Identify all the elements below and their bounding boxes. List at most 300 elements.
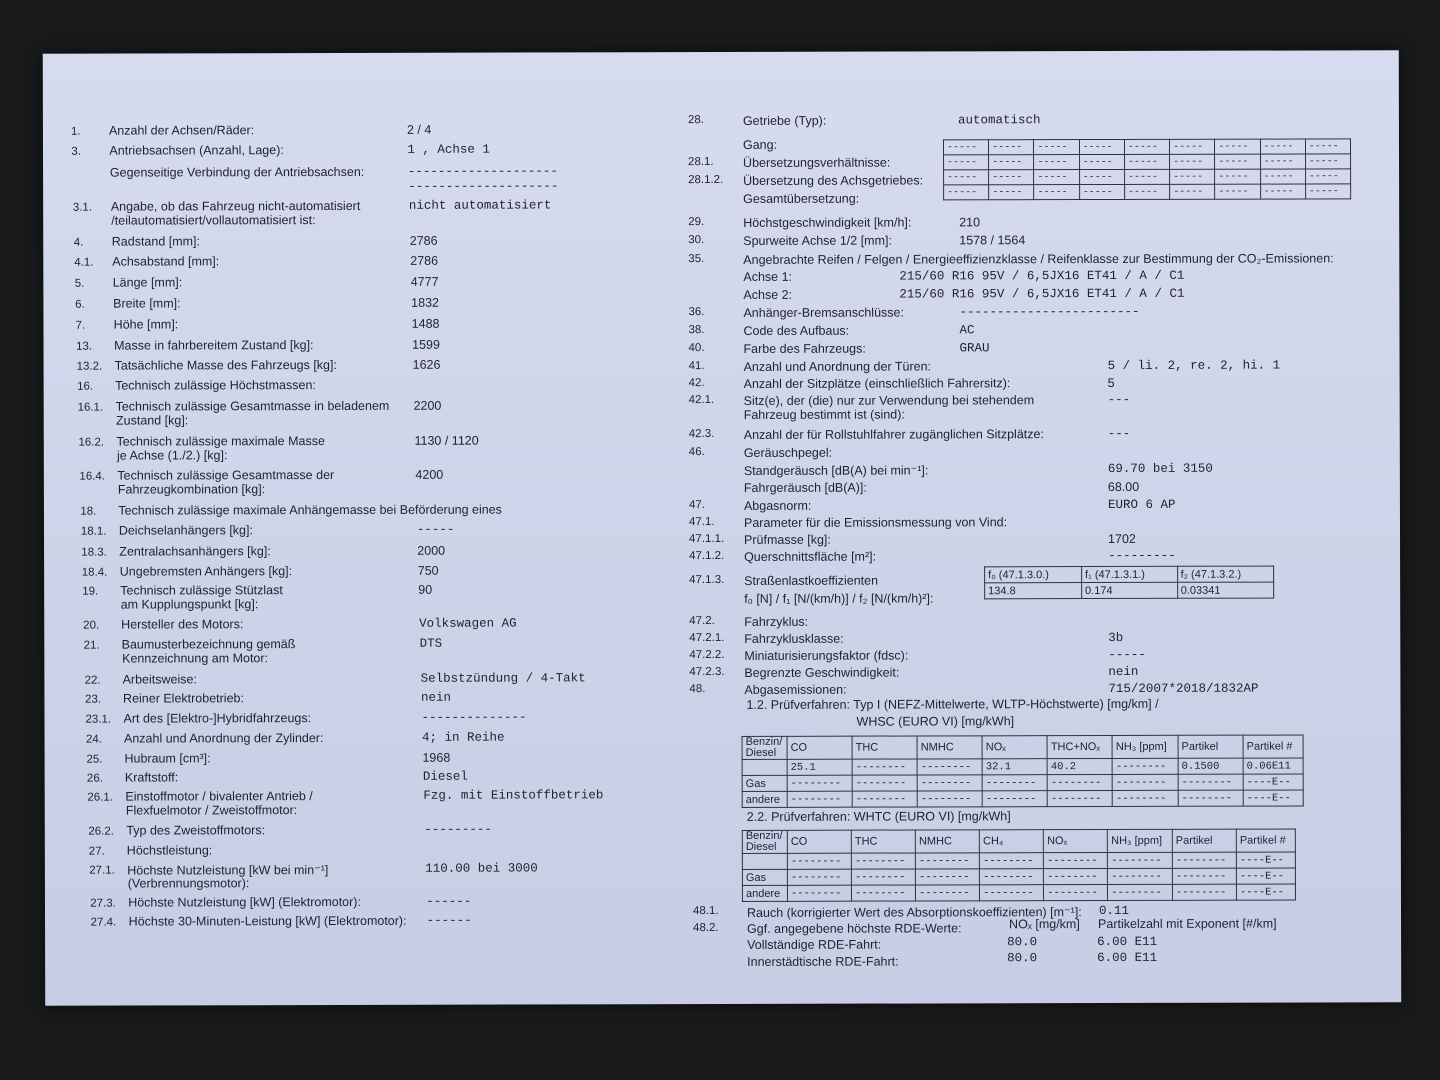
field-value: Fzg. mit Einstoffbetrieb xyxy=(423,788,604,803)
field-number: 4.1. xyxy=(74,256,94,269)
field-number: 40. xyxy=(688,342,705,355)
field-label: Höhe [mm]: xyxy=(113,317,179,332)
field-label: Technisch zulässige maximale Anhängemasse bei Beförderung eines xyxy=(118,502,502,518)
table-header: CO xyxy=(787,830,851,853)
field-label: Achse 1: xyxy=(743,269,793,284)
field-label: Parameter für die Emissionsmessung von Vind: xyxy=(743,515,1008,530)
field-value: 1626 xyxy=(412,357,441,372)
table-header: Benzin/ Diesel xyxy=(742,736,787,759)
test1-title: 1.2. Prüfverfahren: Typ I (NEFZ-Mittelwerte, WLTP-Höchstwerte) [mg/km] / xyxy=(746,696,1159,712)
table-header: THC+NOₓ xyxy=(1047,735,1112,758)
field-number: 5. xyxy=(74,277,85,290)
field-value: 1488 xyxy=(411,316,440,331)
field-label: Fahrzyklusklasse: xyxy=(744,631,844,646)
field-number: 26.2. xyxy=(88,825,114,838)
gear-cell: ----- xyxy=(1215,184,1260,199)
field-label: Gesamtübersetzung: xyxy=(743,191,860,206)
gear-cell: ----- xyxy=(989,155,1034,170)
field-label: Anzahl der Achsen/Räder: xyxy=(108,123,255,138)
field-value: ----- xyxy=(416,522,455,537)
table-cell: -------- xyxy=(787,885,851,901)
field-label: je Achse (1./2.) [kg]: xyxy=(116,448,228,463)
table-cell: -------- xyxy=(1178,790,1243,806)
field-label: Ggf. angegebene höchste RDE-Werte: xyxy=(747,921,962,936)
gear-ratio-table xyxy=(943,138,1351,200)
field-label: Code des Aufbaus: xyxy=(743,323,850,338)
table-cell: -------- xyxy=(851,869,915,885)
field-number: 20. xyxy=(83,619,100,632)
table-header-row xyxy=(742,735,1303,759)
field-number: 47. xyxy=(688,499,705,512)
table-cell: andere xyxy=(742,885,787,901)
field-label: Höchstgeschwindigkeit [km/h]: xyxy=(743,215,912,230)
field-label: am Kupplungspunkt [kg]: xyxy=(120,597,259,612)
field-value: 210 xyxy=(959,215,981,230)
field-label: Spurweite Achse 1/2 [mm]: xyxy=(743,233,892,248)
field-label: Innerstädtische RDE-Fahrt: xyxy=(747,954,899,969)
gear-row xyxy=(943,139,1350,155)
field-label: Fahrzeugkombination [kg]: xyxy=(117,482,266,497)
gear-cell: ----- xyxy=(1170,139,1215,154)
table-cell: -------- xyxy=(980,885,1044,901)
gear-cell: ----- xyxy=(1305,184,1350,199)
field-label: Begrenzte Geschwindigkeit: xyxy=(744,665,900,680)
field-number: 47.1.3. xyxy=(689,573,725,587)
table-cell: -------- xyxy=(1044,884,1108,900)
field-number: 47.1.1. xyxy=(689,532,725,546)
field-value: 110.00 bei 3000 xyxy=(425,861,538,876)
field-label: Fahrzyklus: xyxy=(744,614,809,629)
table-cell: -------- xyxy=(1047,774,1112,790)
gear-cell: ----- xyxy=(1034,170,1079,185)
table-header: Partikel # xyxy=(1236,829,1295,852)
field-label: Straßenlastkoeffizienten xyxy=(744,573,879,588)
rde-nox-header: NOₓ [mg/km] xyxy=(1009,917,1080,932)
field-number: 6. xyxy=(75,298,85,311)
field-label: Flexfuelmotor / Zweistoffmotor: xyxy=(125,803,298,818)
table-header-row xyxy=(742,829,1295,853)
gear-cell: ----- xyxy=(1079,184,1124,199)
gear-cell: ----- xyxy=(1215,169,1260,184)
field-value: -------------------- xyxy=(407,164,558,179)
field-label: f₀ [N] / f₁ [N/(km/h)] / f₂ [N/(km/h)²]: xyxy=(744,591,934,606)
field-value: 2 / 4 xyxy=(406,122,432,137)
gear-cell: ----- xyxy=(1170,169,1215,184)
field-number: 1. xyxy=(70,125,81,138)
field-number: 18. xyxy=(80,505,97,518)
table-header: Benzin/ Diesel xyxy=(742,830,787,853)
table-cell: -------- xyxy=(787,791,852,807)
table-header: NMHC xyxy=(917,736,982,759)
table-cell: -------- xyxy=(917,759,982,775)
field-value: 2786 xyxy=(410,253,439,268)
field-label: Standgeräusch [dB(A) bei min⁻¹]: xyxy=(743,463,929,478)
gear-cell: ----- xyxy=(1305,154,1350,169)
field-value: 3b xyxy=(1108,630,1124,645)
field-number: 18.4. xyxy=(81,566,108,579)
table-cell: -------- xyxy=(980,853,1044,869)
field-value: 4777 xyxy=(410,274,439,289)
field-label: Höchste Nutzleistung [kW bei min⁻¹] xyxy=(127,863,329,878)
field-label: Achsabstand [mm]: xyxy=(112,254,220,269)
table-cell: 40.2 xyxy=(1047,758,1112,774)
field-number: 23.1. xyxy=(85,713,112,726)
field-value: 4; in Reihe xyxy=(421,730,505,745)
field-number: 18.3. xyxy=(81,546,107,559)
rde-city-nox: 80.0 xyxy=(1007,951,1038,966)
field-value: 4200 xyxy=(415,467,444,482)
field-value: Selbstzündung / 4-Takt xyxy=(420,671,586,686)
field-label: Höchstleistung: xyxy=(126,843,213,858)
table-cell: -------- xyxy=(1044,852,1108,868)
table-header: Partikel # xyxy=(1243,735,1303,758)
field-value: --- xyxy=(1107,426,1131,441)
table-row xyxy=(742,868,1295,885)
field-number: 35. xyxy=(688,253,705,266)
field-label: Prüfmasse [kg]: xyxy=(744,532,831,547)
table-cell: -------- xyxy=(982,775,1047,791)
table-cell: -------- xyxy=(852,775,917,791)
field-number: 21. xyxy=(83,639,100,652)
table-cell: andere xyxy=(742,791,787,807)
table-cell: ----E-- xyxy=(1236,852,1295,868)
field-label: Übersetzungsverhältnisse: xyxy=(743,155,891,170)
gear-cell: ----- xyxy=(1260,139,1305,154)
field-value: ------------------------ xyxy=(959,304,1140,320)
field-number: 3. xyxy=(71,145,82,158)
field-value: 215/60 R16 95V / 6,5JX16 ET41 / A / C1 xyxy=(899,286,1185,302)
field-value: 1599 xyxy=(412,337,440,352)
gear-cell: ----- xyxy=(1124,154,1169,169)
table-cell: Gas xyxy=(742,869,787,885)
field-value: 5 xyxy=(1107,375,1115,390)
field-label: Anzahl der Sitzplätze (einschließlich Fahrersitz): xyxy=(743,376,1011,391)
table-header: NOₓ xyxy=(982,736,1047,759)
test1-title-2: WHSC (EURO VI) [mg/kWh] xyxy=(856,714,1015,729)
field-number: 16.1. xyxy=(77,401,104,414)
field-number: 42. xyxy=(688,377,705,390)
table-header: NH₃ [ppm] xyxy=(1112,735,1178,758)
field-label: Höchste Nutzleistung [kW] (Elektromotor): xyxy=(128,894,361,910)
table-cell: -------- xyxy=(917,791,982,807)
coc-document-sheet xyxy=(43,50,1401,1006)
table-header: THC xyxy=(851,830,915,853)
field-number: 42.3. xyxy=(688,428,715,441)
gear-row xyxy=(944,169,1351,185)
field-number: 3.1. xyxy=(72,201,93,214)
field-label: Reiner Elektrobetrieb: xyxy=(123,691,244,706)
field-number: 41. xyxy=(688,360,705,373)
gear-cell: ----- xyxy=(1305,139,1350,154)
field-value: 2000 xyxy=(417,543,446,558)
field-label: Gegenseitige Verbindung der Antriebsachsen: xyxy=(109,164,365,180)
roadload-header-f2: f₂ (47.1.3.2.) xyxy=(1177,566,1274,582)
field-value: 1578 / 1564 xyxy=(959,233,1026,248)
table-row xyxy=(742,790,1303,807)
field-number: 26. xyxy=(86,772,103,785)
field-value: Diesel xyxy=(422,769,468,784)
gear-row xyxy=(944,184,1351,200)
gear-cell: ----- xyxy=(1034,185,1079,200)
field-value: --- xyxy=(1107,392,1131,407)
table-cell: -------- xyxy=(787,775,852,791)
field-number: 47.1. xyxy=(688,516,715,529)
field-label: Übersetzung des Achsgetriebes: xyxy=(743,173,924,188)
field-value: -------------- xyxy=(421,710,527,725)
table-cell: -------- xyxy=(851,853,915,869)
table-cell: Gas xyxy=(742,775,787,791)
field-number: 23. xyxy=(85,693,102,706)
roadload-value-f0: 134.8 xyxy=(985,583,1082,599)
field-label: Angebrachte Reifen / Felgen / Energieeffizienzklasse / Reifenklasse zur Bestimmung der CO₂-Emissionen: xyxy=(743,251,1334,267)
field-number: 30. xyxy=(688,234,705,247)
field-label: Hersteller des Motors: xyxy=(121,617,244,632)
field-label: Technisch zulässige Gesamtmasse der xyxy=(117,468,335,483)
table-row xyxy=(742,774,1303,791)
table-header: CO xyxy=(787,736,852,759)
field-value: --------- xyxy=(1108,548,1176,563)
gear-cell: ----- xyxy=(1170,184,1215,199)
field-value: 69.70 bei 3150 xyxy=(1107,461,1213,476)
field-value: 90 xyxy=(418,582,433,597)
table-cell: -------- xyxy=(851,885,915,901)
field-value: 68.00 xyxy=(1107,479,1140,494)
field-value: ----- xyxy=(1108,647,1146,662)
table-cell: -------- xyxy=(1113,790,1179,806)
gear-cell: ----- xyxy=(944,170,989,185)
table-cell: -------- xyxy=(852,791,917,807)
field-label: Gang: xyxy=(742,137,778,152)
table-cell: ----E-- xyxy=(1236,868,1295,884)
field-number: 47.1.2. xyxy=(689,549,725,563)
rde-pn-header: Partikelzahl mit Exponent [#/km] xyxy=(1098,916,1277,932)
gear-cell: ----- xyxy=(944,155,989,170)
field-number: 28.1.2. xyxy=(688,173,724,187)
field-label: Fahrgeräusch [dB(A)]: xyxy=(743,480,867,495)
field-label: Technisch zulässige Gesamtmasse in beladenem xyxy=(115,398,390,414)
field-number: 16. xyxy=(77,380,94,393)
field-value: --------- xyxy=(424,822,492,837)
field-value: 1968 xyxy=(422,750,451,765)
table-cell: -------- xyxy=(1108,868,1173,884)
table-cell: 0.1500 xyxy=(1178,758,1243,774)
table-header: Partikel xyxy=(1172,829,1236,852)
rde-city-pn: 6.00 E11 xyxy=(1097,950,1158,966)
field-label: Antriebsachsen (Anzahl, Lage): xyxy=(109,143,284,158)
field-label: Breite [mm]: xyxy=(113,296,181,311)
table-cell: -------- xyxy=(917,775,982,791)
field-label: Länge [mm]: xyxy=(112,275,183,290)
field-value: 1702 xyxy=(1108,531,1136,546)
field-label: Arbeitsweise: xyxy=(122,672,197,687)
field-value: -------------------- xyxy=(408,179,559,194)
table-cell: -------- xyxy=(1112,758,1178,774)
table-cell: -------- xyxy=(1178,774,1243,790)
gear-cell: ----- xyxy=(1260,184,1305,199)
field-number: 48.1. xyxy=(692,905,719,918)
field-label: Rauch (korrigierter Wert des Absorptionskoeffizienten) [m⁻¹]: xyxy=(746,905,1082,920)
table-cell: -------- xyxy=(915,853,979,869)
gear-cell: ----- xyxy=(989,170,1034,185)
table-cell: -------- xyxy=(1172,884,1236,900)
table-cell: -------- xyxy=(787,853,851,869)
field-value: 2200 xyxy=(413,398,442,413)
gear-cell: ----- xyxy=(1260,154,1305,169)
field-label: Farbe des Fahrzeugs: xyxy=(743,341,866,356)
field-value: AC xyxy=(959,323,975,338)
field-label: Radstand [mm]: xyxy=(111,234,201,249)
table-row xyxy=(742,884,1295,901)
gear-cell: ----- xyxy=(1260,169,1305,184)
table-cell: -------- xyxy=(1047,790,1112,806)
table-cell: -------- xyxy=(980,869,1044,885)
gear-cell: ----- xyxy=(1034,155,1079,170)
field-number: 48. xyxy=(689,683,706,696)
field-label: Ungebremsten Anhängers [kg]: xyxy=(119,564,293,579)
road-load-coefficients-table xyxy=(984,566,1274,600)
rde-full-pn: 6.00 E11 xyxy=(1097,934,1158,950)
field-label: Technisch zulässige Stützlast xyxy=(120,583,283,598)
table-row xyxy=(742,852,1295,869)
field-number: 27.1. xyxy=(89,864,115,877)
field-label: Höchste 30-Minuten-Leistung [kW] (Elektromotor): xyxy=(128,913,407,929)
table-cell: -------- xyxy=(1172,868,1236,884)
field-label: Art des [Elektro-]Hybridfahrzeugs: xyxy=(123,711,312,726)
gear-cell: ----- xyxy=(1079,139,1124,154)
gear-cell: ----- xyxy=(1079,169,1124,184)
field-label: Abgasemissionen: xyxy=(744,682,847,697)
field-value: automatisch xyxy=(957,113,1041,128)
field-label: Technisch zulässige maximale Masse xyxy=(116,434,325,449)
field-number: 28.1. xyxy=(688,156,714,169)
field-value: GRAU xyxy=(959,341,990,356)
roadload-header-f0: f₀ (47.1.3.0.) xyxy=(985,567,1082,583)
field-label: Sitz(e), der (die) nur zur Verwendung bei stehendem xyxy=(743,393,1035,408)
field-number: 36. xyxy=(688,306,705,319)
gear-cell: ----- xyxy=(1215,139,1260,154)
table-cell: 25.1 xyxy=(787,759,852,775)
field-value: 750 xyxy=(417,563,439,578)
gear-cell: ----- xyxy=(989,140,1034,155)
roadload-value-f1: 0.174 xyxy=(1082,582,1178,598)
field-value: nein xyxy=(1108,664,1139,679)
roadload-header-f1: f₁ (47.1.3.1.) xyxy=(1081,566,1177,582)
field-number: 24. xyxy=(85,733,103,746)
field-value: 0.11 xyxy=(1098,903,1130,919)
table-header: THC xyxy=(852,736,917,759)
field-number: 18.1. xyxy=(80,525,107,538)
field-label: Kraftstoff: xyxy=(124,770,179,785)
field-number: 19. xyxy=(82,585,99,598)
field-label: Hubraum [cm³]: xyxy=(124,751,211,766)
field-label: Anzahl und Anordnung der Zylinder: xyxy=(123,731,324,746)
field-label: /teilautomatisiert/vollautomatisiert ist: xyxy=(111,213,316,228)
roadload-value-f2: 0.03341 xyxy=(1177,582,1274,598)
field-label: Querschnittsfläche [m²]: xyxy=(744,549,877,564)
table-header: NH₃ [ppm] xyxy=(1108,829,1173,852)
table-cell: -------- xyxy=(1044,868,1108,884)
field-number: 27. xyxy=(88,845,105,858)
field-label: (Verbrennungsmotor): xyxy=(127,876,250,891)
field-number: 47.2.2. xyxy=(689,648,725,662)
field-value: 5 / li. 2, re. 2, hi. 1 xyxy=(1107,358,1281,373)
field-label: Angabe, ob das Fahrzeug nicht-automatisiert xyxy=(110,198,361,214)
table-cell: ----E-- xyxy=(1243,774,1303,790)
field-number: 22. xyxy=(84,674,101,687)
gear-cell: ----- xyxy=(1215,154,1260,169)
gear-cell: ----- xyxy=(1124,169,1169,184)
table-header: Partikel xyxy=(1178,735,1243,758)
field-label: Zentralachsanhängers [kg]: xyxy=(119,544,271,559)
gear-cell: ----- xyxy=(1124,139,1169,154)
field-value: nein xyxy=(421,690,452,705)
table-cell: ----E-- xyxy=(1236,884,1295,900)
gear-cell: ----- xyxy=(1124,184,1169,199)
field-value: 1 , Achse 1 xyxy=(407,142,490,157)
gear-cell: ----- xyxy=(943,140,988,155)
gear-cell: ----- xyxy=(1079,154,1124,169)
field-number: 27.3. xyxy=(90,897,116,910)
gear-cell: ----- xyxy=(944,185,989,200)
table-cell xyxy=(742,853,787,869)
field-value: Volkswagen AG xyxy=(419,616,517,631)
field-number: 29. xyxy=(688,216,705,229)
field-number: 48.2. xyxy=(693,922,719,935)
field-value: 215/60 R16 95V / 6,5JX16 ET41 / A / C1 xyxy=(899,268,1185,284)
field-number: 7. xyxy=(75,319,86,332)
field-number: 27.4. xyxy=(90,916,117,929)
field-value: 2786 xyxy=(409,233,438,248)
field-number: 13. xyxy=(76,340,93,353)
field-label: Miniaturisierungsfaktor (fdsc): xyxy=(744,648,909,663)
table-cell: -------- xyxy=(1108,884,1173,900)
field-label: Zustand [kg]: xyxy=(115,413,189,428)
field-label: Typ des Zweistoffmotors: xyxy=(126,823,266,838)
field-label: Tatsächliche Masse des Fahrzeugs [kg]: xyxy=(114,358,337,373)
field-number: 46. xyxy=(688,446,705,459)
table-cell: -------- xyxy=(916,869,980,885)
field-value: nicht automatisiert xyxy=(408,198,552,213)
table-cell: -------- xyxy=(787,869,851,885)
gear-cell: ----- xyxy=(1305,169,1350,184)
field-label: Masse in fahrbereitem Zustand [kg]: xyxy=(114,338,314,353)
field-number: 47.2.3. xyxy=(689,665,725,679)
field-number: 16.2. xyxy=(78,436,105,449)
field-number: 47.2.1. xyxy=(689,631,725,645)
field-number: 42.1. xyxy=(688,394,715,407)
table-cell: -------- xyxy=(1108,852,1173,868)
table-cell: 32.1 xyxy=(982,759,1047,775)
table-header: NMHC xyxy=(915,830,979,853)
field-number: 47.2. xyxy=(689,615,715,628)
field-label: Einstoffmotor / bivalenter Antrieb / xyxy=(125,789,313,804)
field-value: DTS xyxy=(419,636,443,651)
field-label: Anzahl und Anordnung der Türen: xyxy=(743,359,932,374)
gear-row xyxy=(944,154,1351,170)
table-header: NOₓ xyxy=(1044,829,1108,852)
table-cell: -------- xyxy=(1112,774,1178,790)
field-number: 13.2. xyxy=(76,360,103,373)
table-cell: ----E-- xyxy=(1243,790,1303,806)
field-number: 25. xyxy=(86,753,103,766)
field-value: ------ xyxy=(426,913,472,928)
emissions-test2-table xyxy=(742,828,1296,901)
field-number: 38. xyxy=(688,324,705,337)
table-row xyxy=(742,758,1303,775)
field-label: Geräuschpegel: xyxy=(743,445,833,460)
field-label: Abgasnorm: xyxy=(743,498,812,513)
field-label: Anzahl der für Rollstuhlfahrer zugänglichen Sitzplätze: xyxy=(743,427,1044,442)
